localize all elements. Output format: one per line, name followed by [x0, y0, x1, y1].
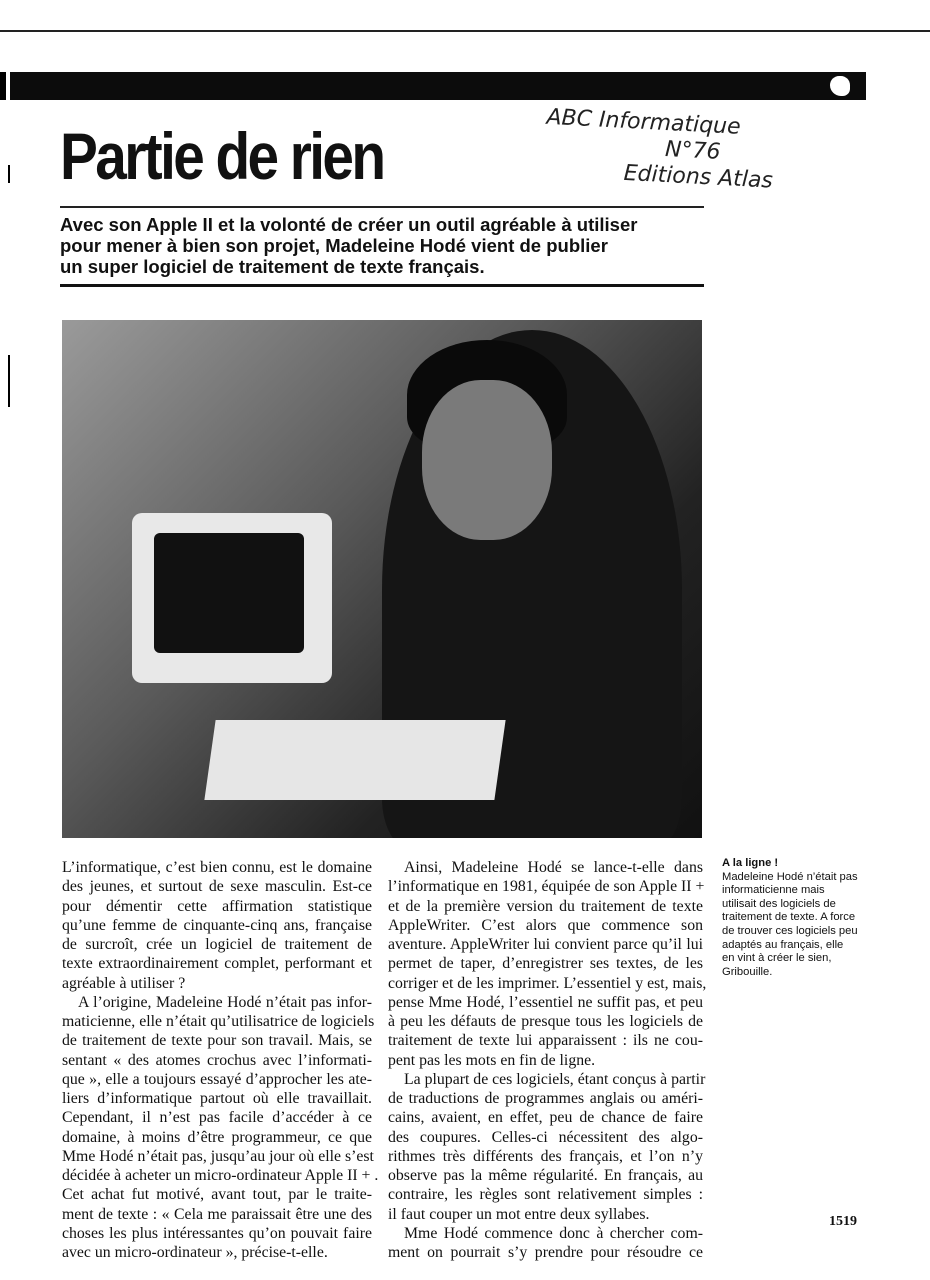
caption-line: utilisait des logiciels de	[722, 897, 836, 910]
article-text-line: agréable à utiliser ?	[62, 974, 186, 992]
article-text-line: liers d’informatique partout où elle travaillait.	[62, 1090, 372, 1107]
article-text-line: pour démentir cette affirmation statistique	[62, 897, 372, 915]
article-text-line: Cependant, il n’est pas facile d’accéder à ce	[62, 1109, 372, 1127]
margin-mark	[8, 165, 10, 183]
article-text-line: Mme Hodé commence donc à chercher com-	[404, 1224, 703, 1242]
article-text-line: ment de texte : « Cela me paraissait être une des	[62, 1205, 372, 1223]
article-text-line: corriger et de les imprimer. L’essentiel y est, mais,	[388, 974, 707, 992]
article-text-line: contraire, les règles sont relativement simples :	[388, 1186, 703, 1204]
article-text-line: de traitement de texte pour son travail. Mais, se	[62, 1032, 372, 1050]
article-text-line: ment on pourrait s’y prendre pour résoudre ce	[388, 1244, 703, 1261]
article-text-line: et de la première version du traitement de texte	[388, 897, 703, 915]
photo-screen	[154, 533, 304, 653]
article-text-line: Ainsi, Madeleine Hodé se lance-t-elle dans	[404, 859, 703, 876]
caption-line: adaptés au français, elle	[722, 938, 844, 951]
caption-line: Madeleine Hodé n’était pas	[722, 870, 858, 883]
article-text-line: des jeunes, et surtout de sexe masculin. Est-ce	[62, 878, 372, 896]
article-text-line: sentant « des atomes crochus avec l’informati-	[62, 1051, 372, 1069]
article-text-line: L’informatique, c’est bien connu, est le domaine	[62, 859, 372, 876]
photo-face	[422, 380, 552, 540]
article-text-line: de surcroît, crée un logiciel de traitement de	[62, 936, 372, 953]
article-text-line: des coupures. Celles-ci nécessitent des algo-	[388, 1128, 703, 1146]
handwritten-line: ABC Informatique	[545, 104, 742, 140]
caption-line: Gribouille.	[722, 965, 773, 978]
article-text-line: domaine, à moins d’être programmeur, ce que	[62, 1128, 372, 1146]
article-column-1	[62, 858, 379, 1262]
article-text-line: que », elle a toujours essayé d’approcher les ate-	[62, 1070, 372, 1088]
article-text-line: Mme Hodé n’était pas, jusqu’au jour où elle s’est	[62, 1147, 374, 1165]
photo-caption	[722, 857, 887, 979]
article-text-line: cains, avaient, en effet, peu de chance de faire	[388, 1109, 703, 1127]
handwritten-line: N°76	[664, 136, 722, 165]
lede-line: pour mener à bien son projet, Madeleine Hodé vient de publier	[60, 235, 608, 256]
page-number: 1519	[829, 1214, 857, 1229]
article-text-line: traitement de texte lui apparaissent : ils ne cou-	[388, 1032, 703, 1050]
photo-keyboard	[204, 720, 505, 800]
section-header-bar	[10, 72, 866, 100]
caption-title: A la ligne !	[722, 857, 779, 869]
title-rule	[60, 206, 704, 208]
article-text-line: Cet achat fut motivé, avant tout, par le traite-	[62, 1186, 372, 1204]
caption-line: de trouver ces logiciels peu	[722, 924, 858, 937]
article-text-line: qu’une femme de cinquante-cinq ans, française	[62, 916, 372, 934]
top-edge-line	[0, 30, 930, 32]
article-text-line: aventure. AppleWriter lui convient parce qu’il lui	[388, 936, 703, 953]
article-text-line: pense Mme Hodé, l’essentiel ne suffit pas, et peu	[388, 993, 703, 1011]
page-title: Partie de rien	[60, 119, 384, 193]
handwritten-line: Editions Atlas	[623, 160, 774, 194]
caption-line: en vint à créer le sien,	[722, 952, 832, 965]
article-text-line: maticienne, elle n’était qu’utilisatrice de logiciels	[62, 1013, 375, 1030]
margin-mark	[8, 355, 10, 407]
article-text-line: l’informatique en 1981, équipée de son Apple II +	[388, 878, 705, 896]
article-photo	[62, 320, 702, 838]
margin-mark	[0, 72, 6, 100]
article-text-line: choses les plus intéressantes qu’on pouvait faire	[62, 1224, 372, 1242]
article-text-line: pent pas les mots en fin de ligne.	[388, 1051, 596, 1069]
article-text-line: A l’origine, Madeleine Hodé n’était pas infor-	[78, 993, 372, 1011]
article-text-line: observe pas la même régularité. En français, au	[388, 1167, 703, 1184]
lede-line: un super logiciel de traitement de texte français.	[60, 256, 485, 277]
article-text-line: AppleWriter. C’est alors que commence son	[388, 916, 703, 934]
article-text-line: La plupart de ces logiciels, étant conçus à partir	[404, 1070, 706, 1088]
caption-line: informaticienne mais	[722, 884, 825, 897]
handwritten-note	[543, 105, 827, 198]
article-text-line: à peu les défauts de presque tous les logiciels de	[388, 1013, 703, 1030]
lede-rule	[60, 284, 704, 287]
lede	[60, 214, 700, 277]
photo-monitor	[132, 513, 332, 683]
article-text-line: permet de taper, d’enregistrer ses textes, de les	[388, 955, 703, 973]
article-text-line: texte extraordinairement complet, performant et	[62, 955, 372, 973]
caption-line: traitement de texte. A force	[722, 911, 856, 924]
article-text-line: de traductions de programmes anglais ou améri-	[388, 1090, 703, 1107]
article-text-line: rithmes très différents des français, et l’on n’y	[388, 1147, 703, 1165]
article-text-line: décidée à acheter un micro-ordinateur Apple II + .	[62, 1167, 379, 1184]
article-column-2	[388, 858, 707, 1262]
apple-logo-icon	[830, 76, 850, 96]
article-text-line: avec un micro-ordinateur », précise-t-elle.	[62, 1244, 328, 1261]
lede-line: Avec son Apple II et la volonté de créer un outil agréable à utiliser	[60, 214, 638, 235]
article-text-line: il faut couper un mot entre deux syllabes.	[388, 1205, 650, 1223]
